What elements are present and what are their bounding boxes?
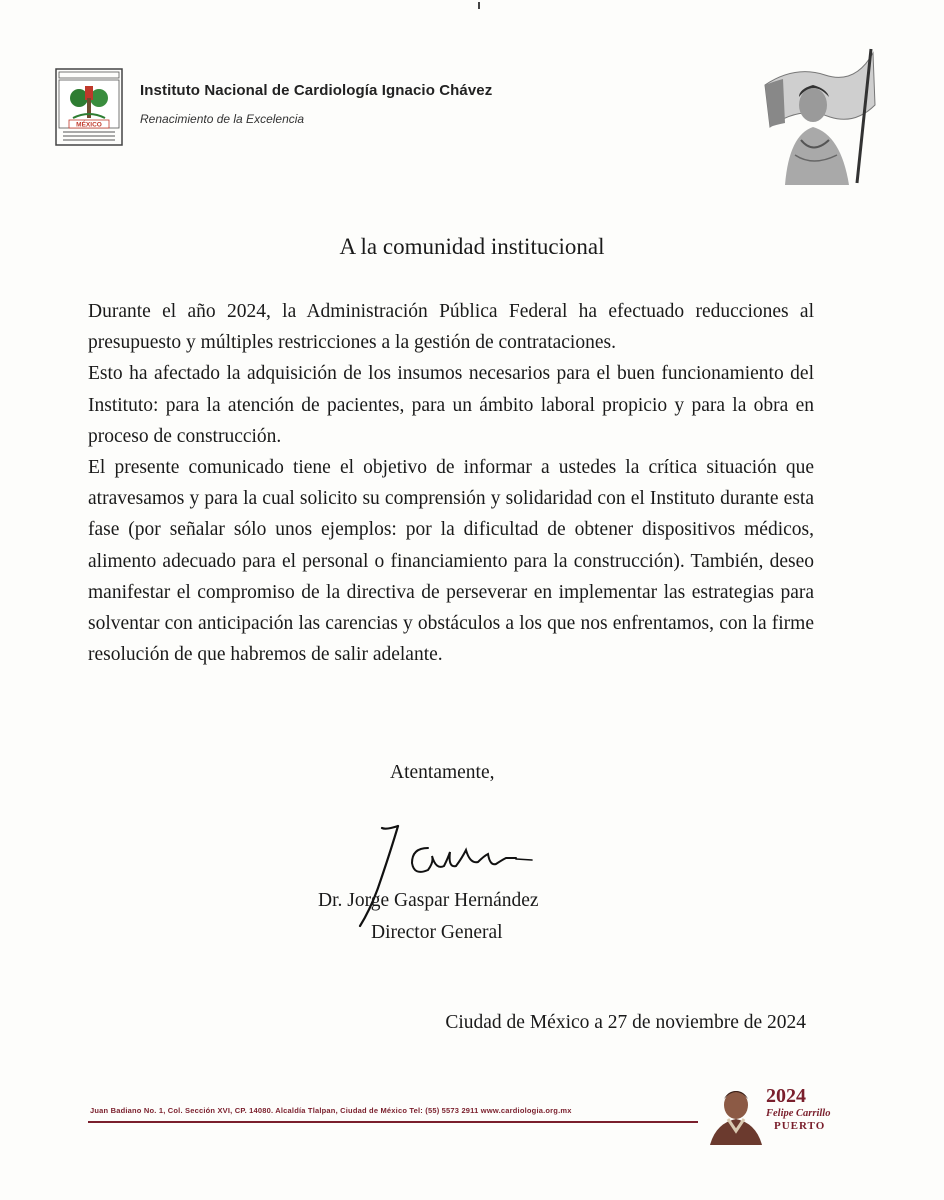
letter-title: A la comunidad institucional — [339, 234, 605, 259]
footer-address: Juan Badiano No. 1, Col. Sección XVI, CP. 14080. Alcaldía Tlalpan, Ciudad de México Tel: (55) 5573 2911 www.cardiologia.org.mx — [90, 1106, 572, 1115]
signer-name: Dr. Jorge Gaspar Hernández — [318, 890, 539, 911]
closing: Atentamente, — [390, 762, 495, 783]
paragraph: El presente comunicado tiene el objetivo de informar a ustedes la crítica situación que atravesamos y para la cual solicito su comprensión y solidaridad con el Instituto durante esta fase (por señalar sólo unos ejemplos: por la dificultad de obtener dispositivos médicos, alimento adecuado para el personal o financiamiento para la construcción). También, deseo manifestar el compromiso de la directiva de perseverar en implementar las estrategias para solventar con anticipación las carencias y obstáculos a los que nos enfrentamos, con la firme resolución de que habremos de salir adelante. — [88, 457, 814, 666]
institution-logo — [55, 68, 123, 146]
logo-text: MÉXICO — [76, 121, 102, 129]
paragraph: Esto ha afectado la adquisición de los insumos necesarios para el buen funcionamiento del Instituto: para la atención de pacientes, para un ámbito laboral propicio y para la obra en proceso de construcción. — [88, 363, 814, 447]
institution-motto: Renacimiento de la Excelencia — [140, 112, 305, 126]
institution-name: Instituto Nacional de Cardiología Ignacio Chávez — [140, 82, 493, 99]
footer-logo-name: Felipe Carrillo — [766, 1108, 831, 1119]
date-line: Ciudad de México a 27 de noviembre de 2024 — [445, 1012, 806, 1033]
flag-woman-illustration — [745, 45, 880, 185]
paragraph: Durante el año 2024, la Administración Pública Federal ha efectuado reducciones al presupuesto y múltiples restricciones a la gestión de contrataciones. — [88, 301, 814, 354]
footer-logo-year: 2024 — [766, 1085, 806, 1107]
signature — [320, 818, 540, 930]
footer-logo-place: PUERTO — [774, 1120, 826, 1132]
scan-mark — [478, 2, 480, 9]
signer-title: Director General — [371, 922, 503, 943]
footer-rule — [88, 1121, 698, 1123]
letter-body — [88, 296, 814, 670]
